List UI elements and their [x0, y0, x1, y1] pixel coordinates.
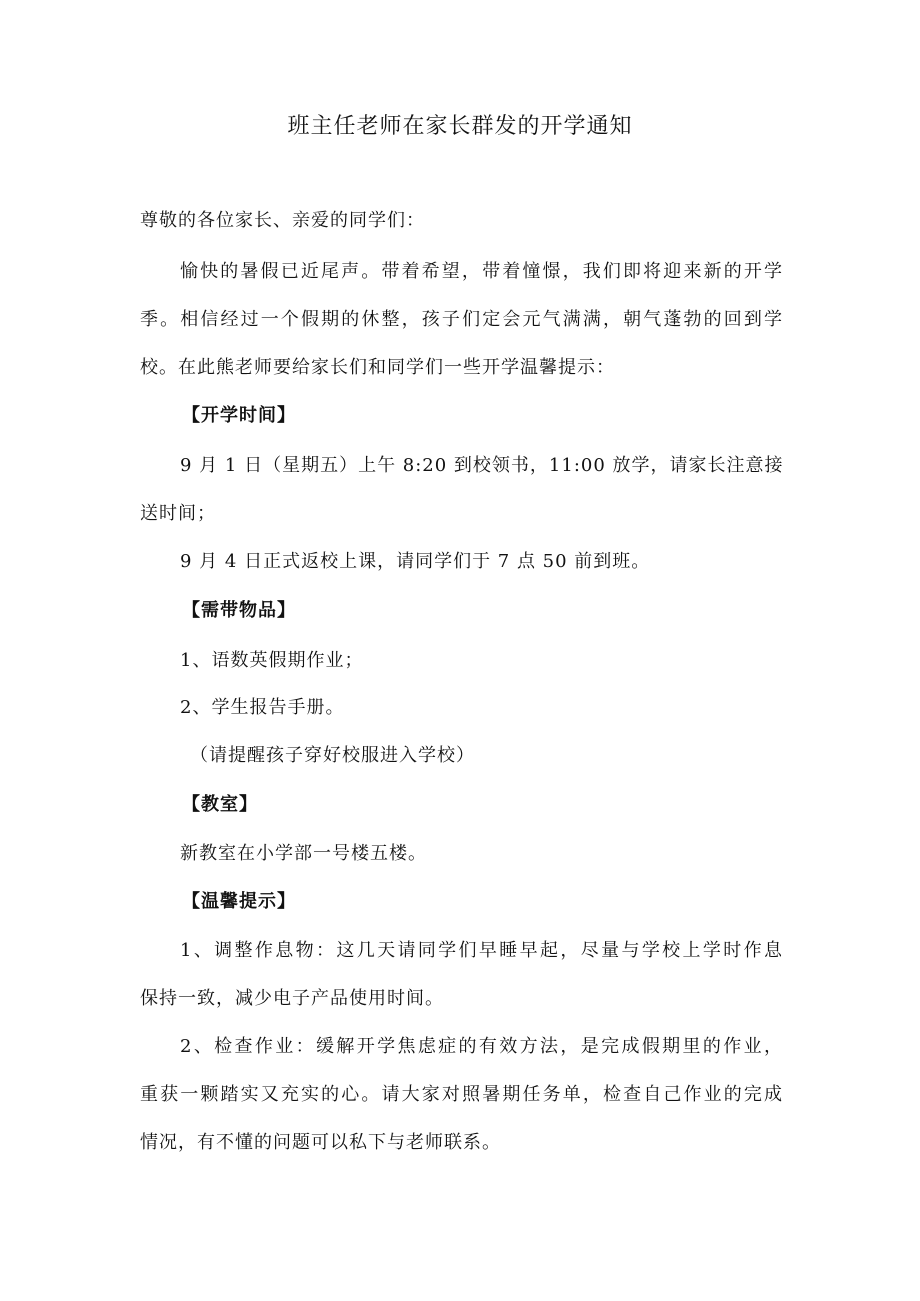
greeting: 尊敬的各位家长、亲爱的同学们： [140, 210, 425, 231]
section-heading-classroom: 【教室】 [182, 794, 258, 815]
tip-1-line-1 [180, 937, 783, 964]
section-heading-time: 【开学时间】 [182, 405, 296, 426]
section-heading-supplies: 【需带物品】 [182, 600, 296, 621]
tip-2-line-2 [140, 1081, 783, 1108]
intro-text-2: 季。相信经过一个假期的休整，孩子们定会元气满满，朝气蓬勃的回到学 [140, 309, 783, 330]
section-heading-tips: 【温馨提示】 [182, 891, 296, 912]
tip-1-text-1: 1、调整作息物：这几天请同学们早睡早起，尽量与学校上学时作息 [180, 940, 783, 961]
time-item-1-line-1 [180, 452, 783, 479]
supplies-item-2: 2、学生报告手册。 [180, 697, 345, 718]
time-item-2: 9 月 4 日正式返校上课，请同学们于 7 点 50 前到班。 [180, 551, 651, 572]
supplies-item-1: 1、语数英假期作业； [180, 650, 364, 671]
document-title: 班主任老师在家长群发的开学通知 [287, 114, 633, 139]
tip-1-line-2: 保持一致，减少电子产品使用时间。 [140, 988, 444, 1009]
classroom-text: 新教室在小学部一号楼五楼。 [180, 843, 427, 864]
tip-2-text-2: 重获一颗踏实又充实的心。请大家对照暑期任务单，检查自己作业的完成 [140, 1084, 783, 1105]
tip-2-text-1: 2、检查作业：缓解开学焦虑症的有效方法，是完成假期里的作业， [180, 1036, 783, 1057]
intro-line-1 [180, 258, 783, 285]
intro-line-2 [140, 306, 783, 333]
tip-2-line-1 [180, 1033, 783, 1060]
intro-line-3: 校。在此熊老师要给家长们和同学们一些开学温馨提示： [140, 357, 615, 378]
intro-text-1: 愉快的暑假已近尾声。带着希望，带着憧憬，我们即将迎来新的开学 [180, 261, 783, 282]
time-item-1-line-2: 送时间； [140, 503, 216, 524]
supplies-note: （请提醒孩子穿好校服进入学校） [190, 745, 475, 766]
tip-2-line-3: 情况，有不懂的问题可以私下与老师联系。 [140, 1132, 501, 1153]
time-item-1-text-1: 9 月 1 日（星期五）上午 8:20 到校领书，11:00 放学，请家长注意接 [180, 455, 784, 476]
